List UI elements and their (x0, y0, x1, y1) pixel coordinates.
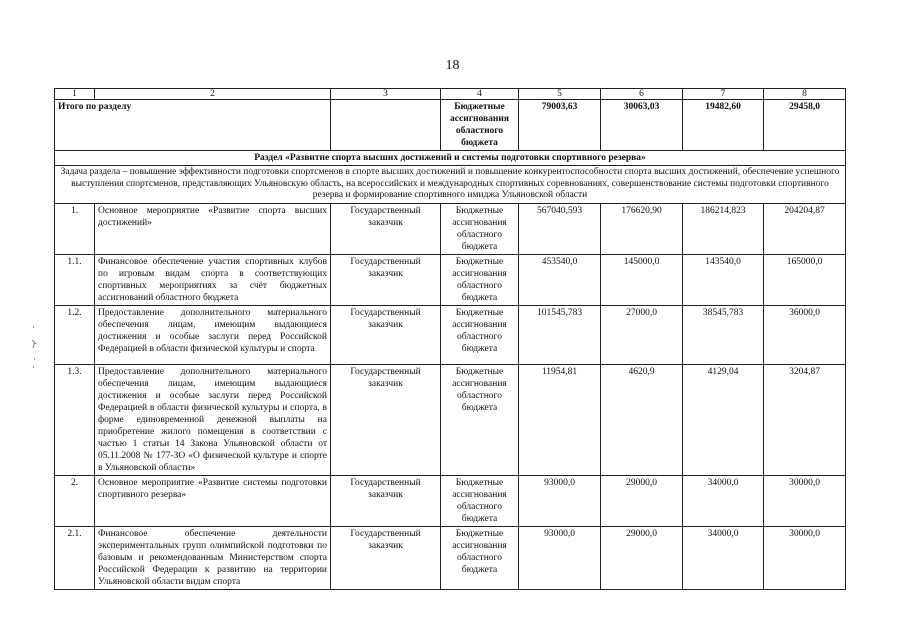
row-source: Бюджетные ассигнования областного бюджета (441, 203, 519, 254)
column-number: 4 (441, 89, 519, 100)
section-task: Задача раздела – повышение эффективности подготовки спортсменов в спорте высших достижений и повышение конкурентоспособности спорта высших достижений, обеспечение успешного выступления спортсменов, представляющих Ульяновскую область, на всероссийских и международных спортивных соревнованиях, совершенствование системы подготовки спортивного резерва и формирование спортивного имиджа Ульяновской области (55, 166, 846, 204)
column-number: 2 (95, 89, 331, 100)
row-name: Основное мероприятие «Развитие спорта высших достижений» (95, 203, 331, 254)
row-name: Финансовое обеспечение деятельности экспериментальных групп олимпийской подготовки по базовым и рекомендованным Министерством спорта Российской Федерации к развитию на территории Ульяновской области видам спорта (95, 526, 331, 589)
row-source: Бюджетные ассигнования областного бюджета (441, 305, 519, 364)
budget-table (54, 88, 846, 590)
column-number: 5 (519, 89, 601, 100)
row-source: Бюджетные ассигнования областного бюджета (441, 364, 519, 475)
row-source: Бюджетные ассигнования областного бюджета (441, 526, 519, 589)
margin-scan-marks (30, 322, 46, 372)
row-year-1: 4620,9 (601, 364, 683, 475)
row-executor: Государственный заказчик (331, 364, 441, 475)
total-executor-cell (331, 100, 441, 151)
section-task-row (55, 166, 846, 204)
row-number: 2.1. (55, 526, 95, 589)
row-year-2: 4129,04 (683, 364, 764, 475)
total-value: 19482,60 (683, 100, 764, 151)
row-executor: Государственный заказчик (331, 475, 441, 526)
row-executor: Государственный заказчик (331, 254, 441, 305)
row-year-1: 29000,0 (601, 475, 683, 526)
total-row (55, 100, 846, 151)
column-number: 8 (764, 89, 846, 100)
row-year-2: 143540,0 (683, 254, 764, 305)
table-row (55, 305, 846, 364)
row-total: 453540,0 (519, 254, 601, 305)
row-year-1: 176620,90 (601, 203, 683, 254)
section-title: Раздел «Развитие спорта высших достижений и системы подготовки спортивного резерва» (55, 151, 846, 166)
row-source: Бюджетные ассигнования областного бюджета (441, 475, 519, 526)
column-number: 6 (601, 89, 683, 100)
total-value: 30063,03 (601, 100, 683, 151)
column-number-row (55, 89, 846, 100)
total-value: 29458,0 (764, 100, 846, 151)
row-total: 567040,593 (519, 203, 601, 254)
column-number: 1 (55, 89, 95, 100)
row-total: 101545,783 (519, 305, 601, 364)
table-row (55, 526, 846, 589)
row-executor: Государственный заказчик (331, 203, 441, 254)
column-number: 7 (683, 89, 764, 100)
row-year-2: 38545,783 (683, 305, 764, 364)
row-year-3: 30000,0 (764, 475, 846, 526)
row-year-3: 30000,0 (764, 526, 846, 589)
table-row (55, 203, 846, 254)
row-year-1: 145000,0 (601, 254, 683, 305)
row-year-2: 186214,823 (683, 203, 764, 254)
row-number: 1.2. (55, 305, 95, 364)
row-name: Предоставление дополнительного материального обеспечения лицам, имеющим выдающиеся достижения и особые заслуги перед Российской Федерацией в области физической культуры и спорта, в форме единовременной денежной выплаты на приобретение жилого помещения в соответствии с частью 1 статьи 14 Закона Ульяновской области от 05.11.2008 № 177-ЗО «О физической культуре и спорте в Ульяновской области» (95, 364, 331, 475)
row-year-2: 34000,0 (683, 526, 764, 589)
row-number: 1.3. (55, 364, 95, 475)
total-source: Бюджетные ассигнования областного бюджета (441, 100, 519, 151)
row-year-3: 36000,0 (764, 305, 846, 364)
row-name: Предоставление дополнительного материального обеспечения лицам, имеющим выдающиеся достижения и особые заслуги перед Российской Федерацией в области физической культуры и спорта (95, 305, 331, 364)
row-total: 93000,0 (519, 475, 601, 526)
table-row (55, 364, 846, 475)
row-year-3: 204204,87 (764, 203, 846, 254)
row-year-3: 3204,87 (764, 364, 846, 475)
row-year-2: 34000,0 (683, 475, 764, 526)
total-value: 79003,63 (519, 100, 601, 151)
row-number: 1. (55, 203, 95, 254)
table-row (55, 254, 846, 305)
section-title-row (55, 151, 846, 166)
page-number: 18 (445, 58, 460, 73)
row-total: 11954,81 (519, 364, 601, 475)
row-executor: Государственный заказчик (331, 526, 441, 589)
row-name: Основное мероприятие «Развитие системы подготовки спортивного резерва» (95, 475, 331, 526)
total-label: Итого по разделу (55, 100, 331, 151)
row-total: 93000,0 (519, 526, 601, 589)
row-executor: Государственный заказчик (331, 305, 441, 364)
row-year-1: 27000,0 (601, 305, 683, 364)
row-number: 2. (55, 475, 95, 526)
row-year-1: 29000,0 (601, 526, 683, 589)
table-row (55, 475, 846, 526)
column-number: 3 (331, 89, 441, 100)
row-name: Финансовое обеспечение участия спортивных клубов по игровым видам спорта в соответствующих спортивных мероприятиях за счёт бюджетных ассигнований областного бюджета (95, 254, 331, 305)
row-source: Бюджетные ассигнования областного бюджета (441, 254, 519, 305)
row-number: 1.1. (55, 254, 95, 305)
row-year-3: 165000,0 (764, 254, 846, 305)
